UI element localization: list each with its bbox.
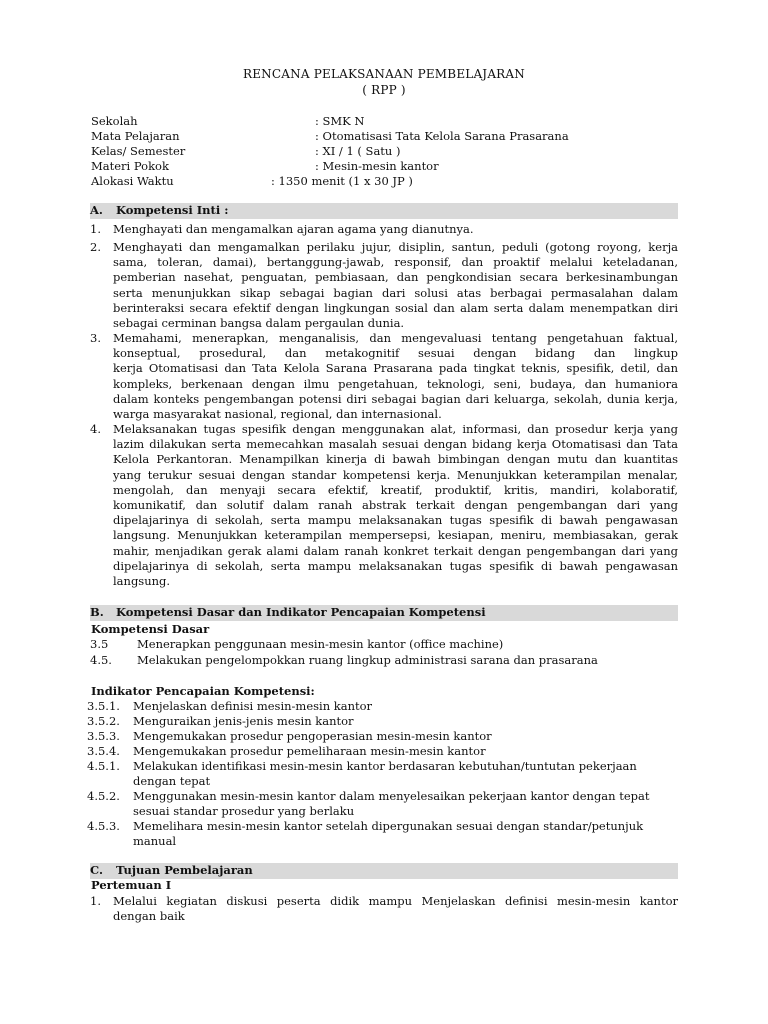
- identity-label: Alokasi Waktu: [91, 174, 174, 188]
- item-number: 4.5.2.: [87, 789, 120, 803]
- item-number: 2.: [90, 240, 101, 254]
- item-text: Menggunakan mesin-mesin kantor dalam menyelesaikan pekerjaan kantor dengan tepat: [133, 789, 650, 803]
- document-title: RENCANA PELAKSANAAN PEMBELAJARAN: [242, 67, 525, 81]
- identity-row-time: [91, 174, 691, 189]
- section-title: Kompetensi Inti :: [116, 203, 229, 217]
- item-text: Mengemukakan prosedur pengoperasian mesin-mesin kantor: [133, 729, 492, 743]
- item-line: lazim dilakukan serta memecahkan masalah sesuai dengan bidang kerja Otomatisasi dan Tata: [113, 437, 678, 452]
- item-line: Memahami, menerapkan, menganalisis, dan mengevaluasi tentang pengetahuan faktual,: [113, 331, 678, 345]
- item-text: Melakukan pengelompokkan ruang lingkup administrasi sarana dan prasarana: [137, 653, 598, 667]
- identity-label: Kelas/ Semester: [91, 144, 186, 158]
- item-text: manual: [133, 834, 177, 848]
- item-line: Melaksanakan tugas spesifik dengan menggunakan alat, informasi, dan prosedur kerja yang: [113, 422, 678, 436]
- item-line: pemberian nasehat, penguatan, pembiasaan, dan pengkondisian secara berkesinambungan: [113, 270, 678, 285]
- item-text: Menjelaskan definisi mesin-mesin kantor: [133, 699, 373, 713]
- section-a-heading: [90, 203, 678, 219]
- section-letter: A.: [90, 203, 103, 217]
- item-line: langsung. Menunjukkan keterampilan mempersepsi, kesiapan, meniru, membiasakan, gerak: [113, 528, 678, 543]
- identity-row-school: [91, 114, 691, 129]
- item-line: konseptual, prosedural, dan metakognitif sesuai dengan bidang dan lingkup: [113, 346, 678, 361]
- item-line: Kelola Perkantoran. Menampilkan kinerja di bawah bimbingan dengan mutu dan kuantitas: [113, 452, 678, 467]
- section-letter: B.: [90, 605, 104, 619]
- item-line: komunikatif, dan solutif dalam ranah abstrak terkait dengan pengembangan dari yang: [113, 497, 678, 512]
- item-number: 3.5.4.: [87, 744, 120, 758]
- item-number: 4.5.3.: [87, 819, 120, 833]
- item-number: 3.: [90, 331, 101, 345]
- item-line: Menghayati dan mengamalkan ajaran agama yang dianutnya.: [113, 222, 474, 236]
- item-line: dengan baik: [113, 909, 185, 924]
- section-title: Kompetensi Dasar dan Indikator Pencapaian Kompetensi: [116, 605, 486, 619]
- item-number: 3.5.1.: [87, 699, 120, 713]
- identity-value: : Mesin-mesin kantor: [315, 159, 439, 173]
- item-text: Menguraikan jenis-jenis mesin kantor: [133, 714, 354, 728]
- item-number: 1.: [90, 222, 101, 236]
- section-title: Tujuan Pembelajaran: [116, 863, 253, 877]
- item-text: Menerapkan penggunaan mesin-mesin kantor (office machine): [137, 637, 504, 651]
- identity-label: Sekolah: [91, 114, 138, 128]
- identity-value: : 1350 menit (1 x 30 JP ): [271, 174, 413, 188]
- item-line: berinteraksi secara efektif dengan lingkungan sosial dan alam serta dalam menempatkan diri: [113, 300, 678, 315]
- item-number: 3.5: [90, 637, 109, 651]
- section-letter: C.: [90, 863, 103, 877]
- identity-value: : XI / 1 ( Satu ): [315, 144, 401, 158]
- item-number: 1.: [90, 894, 101, 908]
- item-number: 4.5.: [90, 653, 112, 667]
- item-line: warga masyarakat nasional, regional, dan internasional.: [113, 406, 442, 421]
- item-line: sebagai cerminan bangsa dalam pergaulan dunia.: [113, 315, 405, 330]
- kd-heading: Kompetensi Dasar: [91, 622, 210, 636]
- section-c-heading: [90, 863, 678, 879]
- item-line: dipelajarinya di sekolah, serta mampu melaksanakan tugas spesifik di bawah pengawasan: [113, 558, 678, 573]
- item-text: dengan tepat: [133, 774, 211, 788]
- ipk-heading: Indikator Pencapaian Kompetensi:: [91, 684, 315, 698]
- identity-label: Materi Pokok: [91, 159, 169, 173]
- item-number: 3.5.2.: [87, 714, 120, 728]
- item-line: kompleks, berkenaan dengan ilmu pengetahuan, teknologi, seni, budaya, dan humaniora: [113, 376, 678, 391]
- item-line: dipelajarinya di sekolah, serta mampu melaksanakan tugas spesifik di bawah pengawasan: [113, 513, 678, 528]
- identity-row-subject: [91, 129, 691, 144]
- item-number: 4.5.1.: [87, 759, 120, 773]
- item-line: Menghayati dan mengamalkan perilaku jujur, disiplin, santun, peduli (gotong royong, kerja: [113, 240, 678, 254]
- item-text: Mengemukakan prosedur pemeliharaan mesin-mesin kantor: [133, 744, 486, 758]
- item-number: 4.: [90, 422, 101, 436]
- item-line: Melalui kegiatan diskusi peserta didik mampu Menjelaskan definisi mesin-mesin kantor: [113, 894, 678, 908]
- identity-value: : SMK N: [315, 114, 365, 128]
- item-line: serta menunjukkan sikap sebagai bagian dari solusi atas berbagai permasalahan dalam: [113, 285, 678, 300]
- item-line: mahir, menjadikan gerak alami dalam ranah konkret terkait dengan pengembangan dari yang: [113, 543, 678, 558]
- item-line: yang terukur sesuai dengan standar kompetensi kerja. Menunjukkan keterampilan menalar,: [113, 467, 678, 482]
- identity-label: Mata Pelajaran: [91, 129, 180, 143]
- meeting-heading: Pertemuan I: [91, 878, 172, 892]
- section-b-heading: [90, 605, 678, 621]
- item-line: mengolah, dan menyaji secara efektif, kreatif, produktif, kritis, mandiri, kolaboratif,: [113, 482, 678, 497]
- item-line: sama, toleran, damai), bertanggung-jawab, responsif, dan proaktif melalui keteladanan,: [113, 255, 678, 270]
- identity-value: : Otomatisasi Tata Kelola Sarana Prasarana: [315, 129, 569, 143]
- item-number: 3.5.3.: [87, 729, 120, 743]
- item-line: langsung.: [113, 573, 171, 588]
- document-subtitle: ( RPP ): [362, 83, 406, 97]
- identity-row-material: [91, 159, 691, 174]
- item-text: Melakukan identifikasi mesin-mesin kantor berdasaran kebutuhan/tuntutan pekerjaan: [133, 759, 637, 773]
- item-line: kerja Otomatisasi dan Tata Kelola Sarana Prasarana pada tingkat teknis, spesifik, detil, dan: [113, 361, 678, 376]
- item-text: sesuai standar prosedur yang berlaku: [133, 804, 355, 818]
- item-text: Memelihara mesin-mesin kantor setelah dipergunakan sesuai dengan standar/petunjuk: [133, 819, 644, 833]
- item-line: dalam konteks pengembangan potensi diri sebagai bagian dari keluarga, sekolah, dunia kerja,: [113, 391, 678, 406]
- identity-row-class: [91, 144, 691, 159]
